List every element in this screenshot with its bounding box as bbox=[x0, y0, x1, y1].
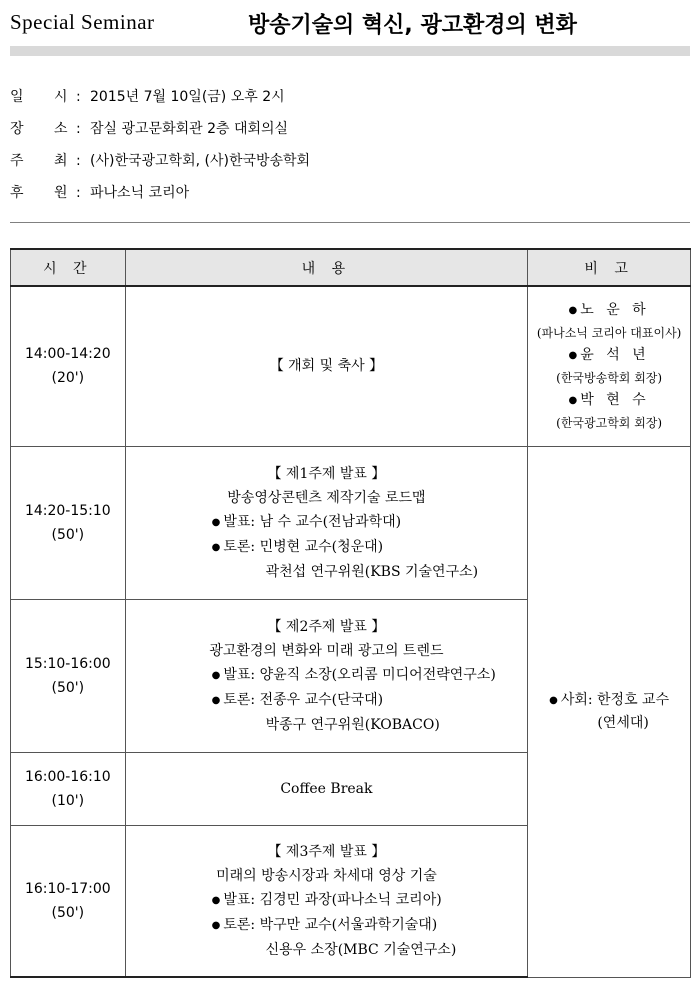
info-label-char1: 일 bbox=[10, 89, 24, 105]
info-colon: : bbox=[76, 153, 81, 169]
time-duration: (50') bbox=[51, 904, 85, 921]
speaker-title: (파나소닉 코리아 대표이사) bbox=[536, 325, 682, 340]
info-label-char1: 후 bbox=[10, 185, 24, 201]
moderator-label: ● 사회: 한정호 교수 bbox=[549, 692, 670, 708]
time-duration: (50') bbox=[51, 526, 85, 543]
header-divider-bar bbox=[10, 46, 690, 56]
time-range: 15:10-16:00 bbox=[24, 655, 111, 672]
column-header-note: 비 고 bbox=[528, 249, 691, 286]
moderator-affiliation: (연세대) bbox=[597, 715, 649, 731]
table-row bbox=[11, 286, 691, 446]
speaker-name: ● 박 현 수 bbox=[568, 391, 650, 408]
speaker-title: (한국광고학회 회장) bbox=[556, 415, 663, 430]
speaker-title: (한국방송학회 회장) bbox=[556, 370, 663, 385]
info-label-char2: 최 bbox=[54, 153, 68, 169]
time-range: 14:20-15:10 bbox=[24, 502, 111, 519]
discussant-line: 박종구 연구위원(KOBACO) bbox=[265, 716, 440, 733]
schedule-table bbox=[10, 248, 691, 978]
session-subject: 방송영상콘텐츠 제작기술 로드맵 bbox=[227, 489, 426, 506]
content-cell bbox=[125, 599, 528, 752]
section-divider bbox=[10, 222, 690, 223]
info-value-venue: 잠실 광고문화회관 2층 대회의실 bbox=[90, 121, 289, 137]
bullet-icon: ● bbox=[211, 694, 221, 706]
bullet-icon: ● bbox=[211, 669, 221, 681]
time-cell bbox=[11, 825, 126, 977]
table-row bbox=[11, 446, 691, 599]
time-cell bbox=[11, 446, 126, 599]
info-colon: : bbox=[76, 185, 81, 201]
time-cell bbox=[11, 599, 126, 752]
session-title: 【 제3주제 발표 】 bbox=[267, 843, 386, 860]
info-colon: : bbox=[76, 89, 81, 105]
session-title: 【 제1주제 발표 】 bbox=[267, 465, 386, 482]
time-duration: (50') bbox=[51, 679, 85, 696]
moderator-cell bbox=[528, 446, 691, 977]
korean-title: 방송기술의 혁신, 광고환경의 변화 bbox=[248, 13, 577, 38]
bullet-icon: ● bbox=[549, 695, 558, 706]
coffee-break-label: Coffee Break bbox=[280, 780, 373, 797]
english-title: Special Seminar bbox=[10, 10, 155, 34]
discussant-line: 곽천섭 연구위원(KBS 기술연구소) bbox=[265, 563, 479, 580]
bullet-icon: ● bbox=[568, 304, 578, 316]
time-cell bbox=[11, 752, 126, 825]
presenter-line: ● 발표: 남 수 교수(전남과학대) bbox=[211, 513, 402, 530]
discussant-line: ● 토론: 전종우 교수(단국대) bbox=[211, 691, 384, 708]
session-title: 【 제2주제 발표 】 bbox=[267, 618, 386, 635]
discussant-line: 신용우 소장(MBC 기술연구소) bbox=[265, 941, 457, 958]
session-title: 【 개회 및 축사 】 bbox=[269, 358, 384, 375]
speaker-name: ● 윤 석 년 bbox=[568, 346, 650, 363]
presenter-line: ● 발표: 양윤직 소장(오리콤 미디어전략연구소) bbox=[211, 666, 496, 683]
column-header-time: 시 간 bbox=[11, 249, 126, 286]
info-row-venue bbox=[10, 118, 690, 150]
info-label-char2: 소 bbox=[54, 121, 68, 137]
bullet-icon: ● bbox=[211, 919, 221, 931]
time-cell bbox=[11, 286, 126, 446]
presenter-line: ● 발표: 김경민 과장(파나소닉 코리아) bbox=[211, 891, 442, 908]
session-subject: 미래의 방송시장과 차세대 영상 기술 bbox=[216, 867, 437, 884]
info-value-datetime: 2015년 7월 10일(금) 오후 2시 bbox=[90, 89, 285, 105]
bullet-icon: ● bbox=[211, 516, 221, 528]
discussant-line: ● 토론: 민병현 교수(청운대) bbox=[211, 538, 384, 555]
info-label-char1: 장 bbox=[10, 121, 24, 137]
session-subject: 광고환경의 변화와 미래 광고의 트렌드 bbox=[209, 642, 444, 659]
info-label-char2: 원 bbox=[54, 185, 68, 201]
table-header-row bbox=[11, 249, 691, 286]
info-value-host: (사)한국광고학회, (사)한국방송학회 bbox=[90, 153, 311, 169]
column-header-content: 내 용 bbox=[125, 249, 528, 286]
speaker-name: ● 노 운 하 bbox=[568, 301, 650, 318]
info-row-sponsor bbox=[10, 182, 690, 214]
content-cell bbox=[125, 286, 528, 446]
info-label-char1: 주 bbox=[10, 153, 24, 169]
bullet-icon: ● bbox=[211, 541, 221, 553]
info-colon: : bbox=[76, 121, 81, 137]
info-value-sponsor: 파나소닉 코리아 bbox=[90, 185, 190, 201]
info-label-char2: 시 bbox=[54, 89, 68, 105]
note-cell bbox=[528, 286, 691, 446]
info-row-datetime bbox=[10, 86, 690, 118]
bullet-icon: ● bbox=[568, 394, 578, 406]
bullet-icon: ● bbox=[568, 349, 578, 361]
info-row-host bbox=[10, 150, 690, 182]
discussant-line: ● 토론: 박구만 교수(서울과학기술대) bbox=[211, 916, 438, 933]
content-cell bbox=[125, 825, 528, 977]
page-header bbox=[0, 0, 700, 56]
time-duration: (20') bbox=[51, 370, 85, 387]
time-duration: (10') bbox=[51, 792, 85, 809]
bullet-icon: ● bbox=[211, 894, 221, 906]
content-cell bbox=[125, 446, 528, 599]
content-cell bbox=[125, 752, 528, 825]
event-info bbox=[10, 86, 690, 214]
time-range: 16:10-17:00 bbox=[24, 880, 111, 897]
time-range: 14:00-14:20 bbox=[24, 346, 111, 363]
time-range: 16:00-16:10 bbox=[24, 768, 111, 785]
